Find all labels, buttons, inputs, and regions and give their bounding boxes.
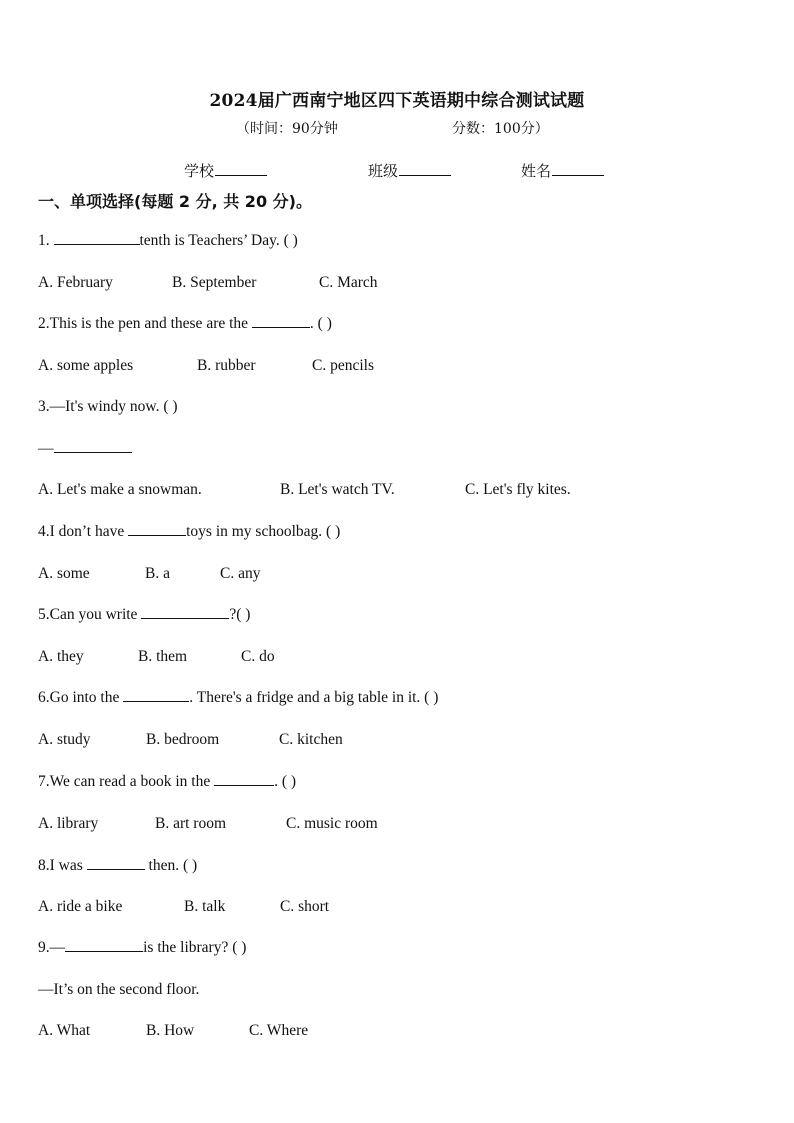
question-1 [38,232,298,250]
option-c[interactable]: C. kitchen [279,731,343,748]
question-3 [38,398,178,416]
question-text-post: tenth is Teachers’ Day. ( ) [139,232,298,249]
question-4 [38,523,340,541]
option-a[interactable]: A. Let's make a snowman. [38,481,202,498]
question-text-pre: I was [49,857,87,874]
question-number: 1. [38,232,50,249]
question-3-reply [38,440,132,458]
question-5 [38,606,250,624]
option-c[interactable]: C. pencils [312,357,374,374]
question-text-post: . ( ) [274,773,297,790]
question-8 [38,857,197,875]
section-title: 一、单项选择(每题 2 分, 共 20 分)。 [38,192,312,211]
question-number: 5. [38,606,50,623]
question-number: 3. [38,398,50,415]
exam-time: （时间：90分钟 [236,121,338,137]
question-number: 2. [38,315,50,332]
answer-blank[interactable] [123,689,189,702]
option-a[interactable]: A. study [38,731,91,748]
option-a[interactable]: A. some apples [38,357,134,374]
option-c[interactable]: C. March [319,274,378,291]
question-number: 4. [38,523,50,540]
answer-blank[interactable] [87,857,145,870]
school-label: 学校 [184,162,215,180]
option-c[interactable]: C. music room [286,815,378,832]
answer-blank[interactable] [54,232,140,245]
question-text-post: . There's a fridge and a big table in it. ( ) [189,689,439,706]
page-title: 2024届广西南宁地区四下英语期中综合测试试题 [209,91,585,111]
option-c[interactable]: C. Where [249,1022,309,1039]
answer-blank[interactable] [54,440,132,453]
option-a[interactable]: A. library [38,815,99,832]
question-number: 7. [38,773,50,790]
option-b[interactable]: B. How [146,1022,195,1039]
option-c[interactable]: C. Let's fly kites. [465,481,571,498]
question-text-post: is the library? ( ) [143,939,247,956]
option-c[interactable]: C. do [241,648,275,665]
answer-blank[interactable] [65,939,143,952]
question-number: 6. [38,689,50,706]
question-6 [38,689,438,707]
answer-blank[interactable] [214,773,274,786]
school-field [184,160,267,181]
question-number: 8. [38,857,50,874]
class-field [368,160,451,181]
answer-blank[interactable] [141,606,229,619]
question-text-pre: Can you write [49,606,142,623]
option-b[interactable]: B. them [138,648,188,665]
question-text-post: ?( ) [229,606,251,623]
option-b[interactable]: B. September [172,274,257,291]
question-7 [38,773,296,791]
reply-dash: — [38,440,54,457]
question-text-pre: — [49,939,66,956]
option-b[interactable]: B. talk [184,898,226,915]
question-number: 9. [38,939,50,956]
answer-blank[interactable] [252,315,310,328]
name-blank[interactable] [552,161,604,176]
question-text-pre: We can read a book in the [49,773,215,790]
option-a[interactable]: A. ride a bike [38,898,123,915]
question-9 [38,939,246,957]
question-text-pre: I don’t have [49,523,129,540]
option-a[interactable]: A. some [38,565,90,582]
question-text-pre: —It's windy now. ( ) [49,398,178,415]
option-a[interactable]: A. February [38,274,113,291]
question-text-pre: This is the pen and these are the [49,315,252,332]
option-b[interactable]: B. Let's watch TV. [280,481,395,498]
option-b[interactable]: B. a [145,565,170,582]
exam-score: 分数：100分） [452,121,549,137]
question-2 [38,315,332,333]
question-text-post: . ( ) [309,315,332,332]
option-b[interactable]: B. bedroom [146,731,220,748]
option-a[interactable]: A. they [38,648,84,665]
question-text-post: toys in my schoolbag. ( ) [186,523,341,540]
answer-blank[interactable] [128,523,186,536]
option-c[interactable]: C. any [220,565,261,582]
name-field [521,160,604,181]
class-blank[interactable] [399,161,451,176]
option-a[interactable]: A. What [38,1022,91,1039]
question-text-pre: Go into the [49,689,124,706]
option-c[interactable]: C. short [280,898,330,915]
option-b[interactable]: B. rubber [197,357,256,374]
question-9-reply: —It’s on the second floor. [38,981,200,998]
question-text-post: then. ( ) [144,857,198,874]
option-b[interactable]: B. art room [155,815,227,832]
name-label: 姓名 [521,162,552,180]
school-blank[interactable] [215,161,267,176]
class-label: 班级 [368,162,399,180]
